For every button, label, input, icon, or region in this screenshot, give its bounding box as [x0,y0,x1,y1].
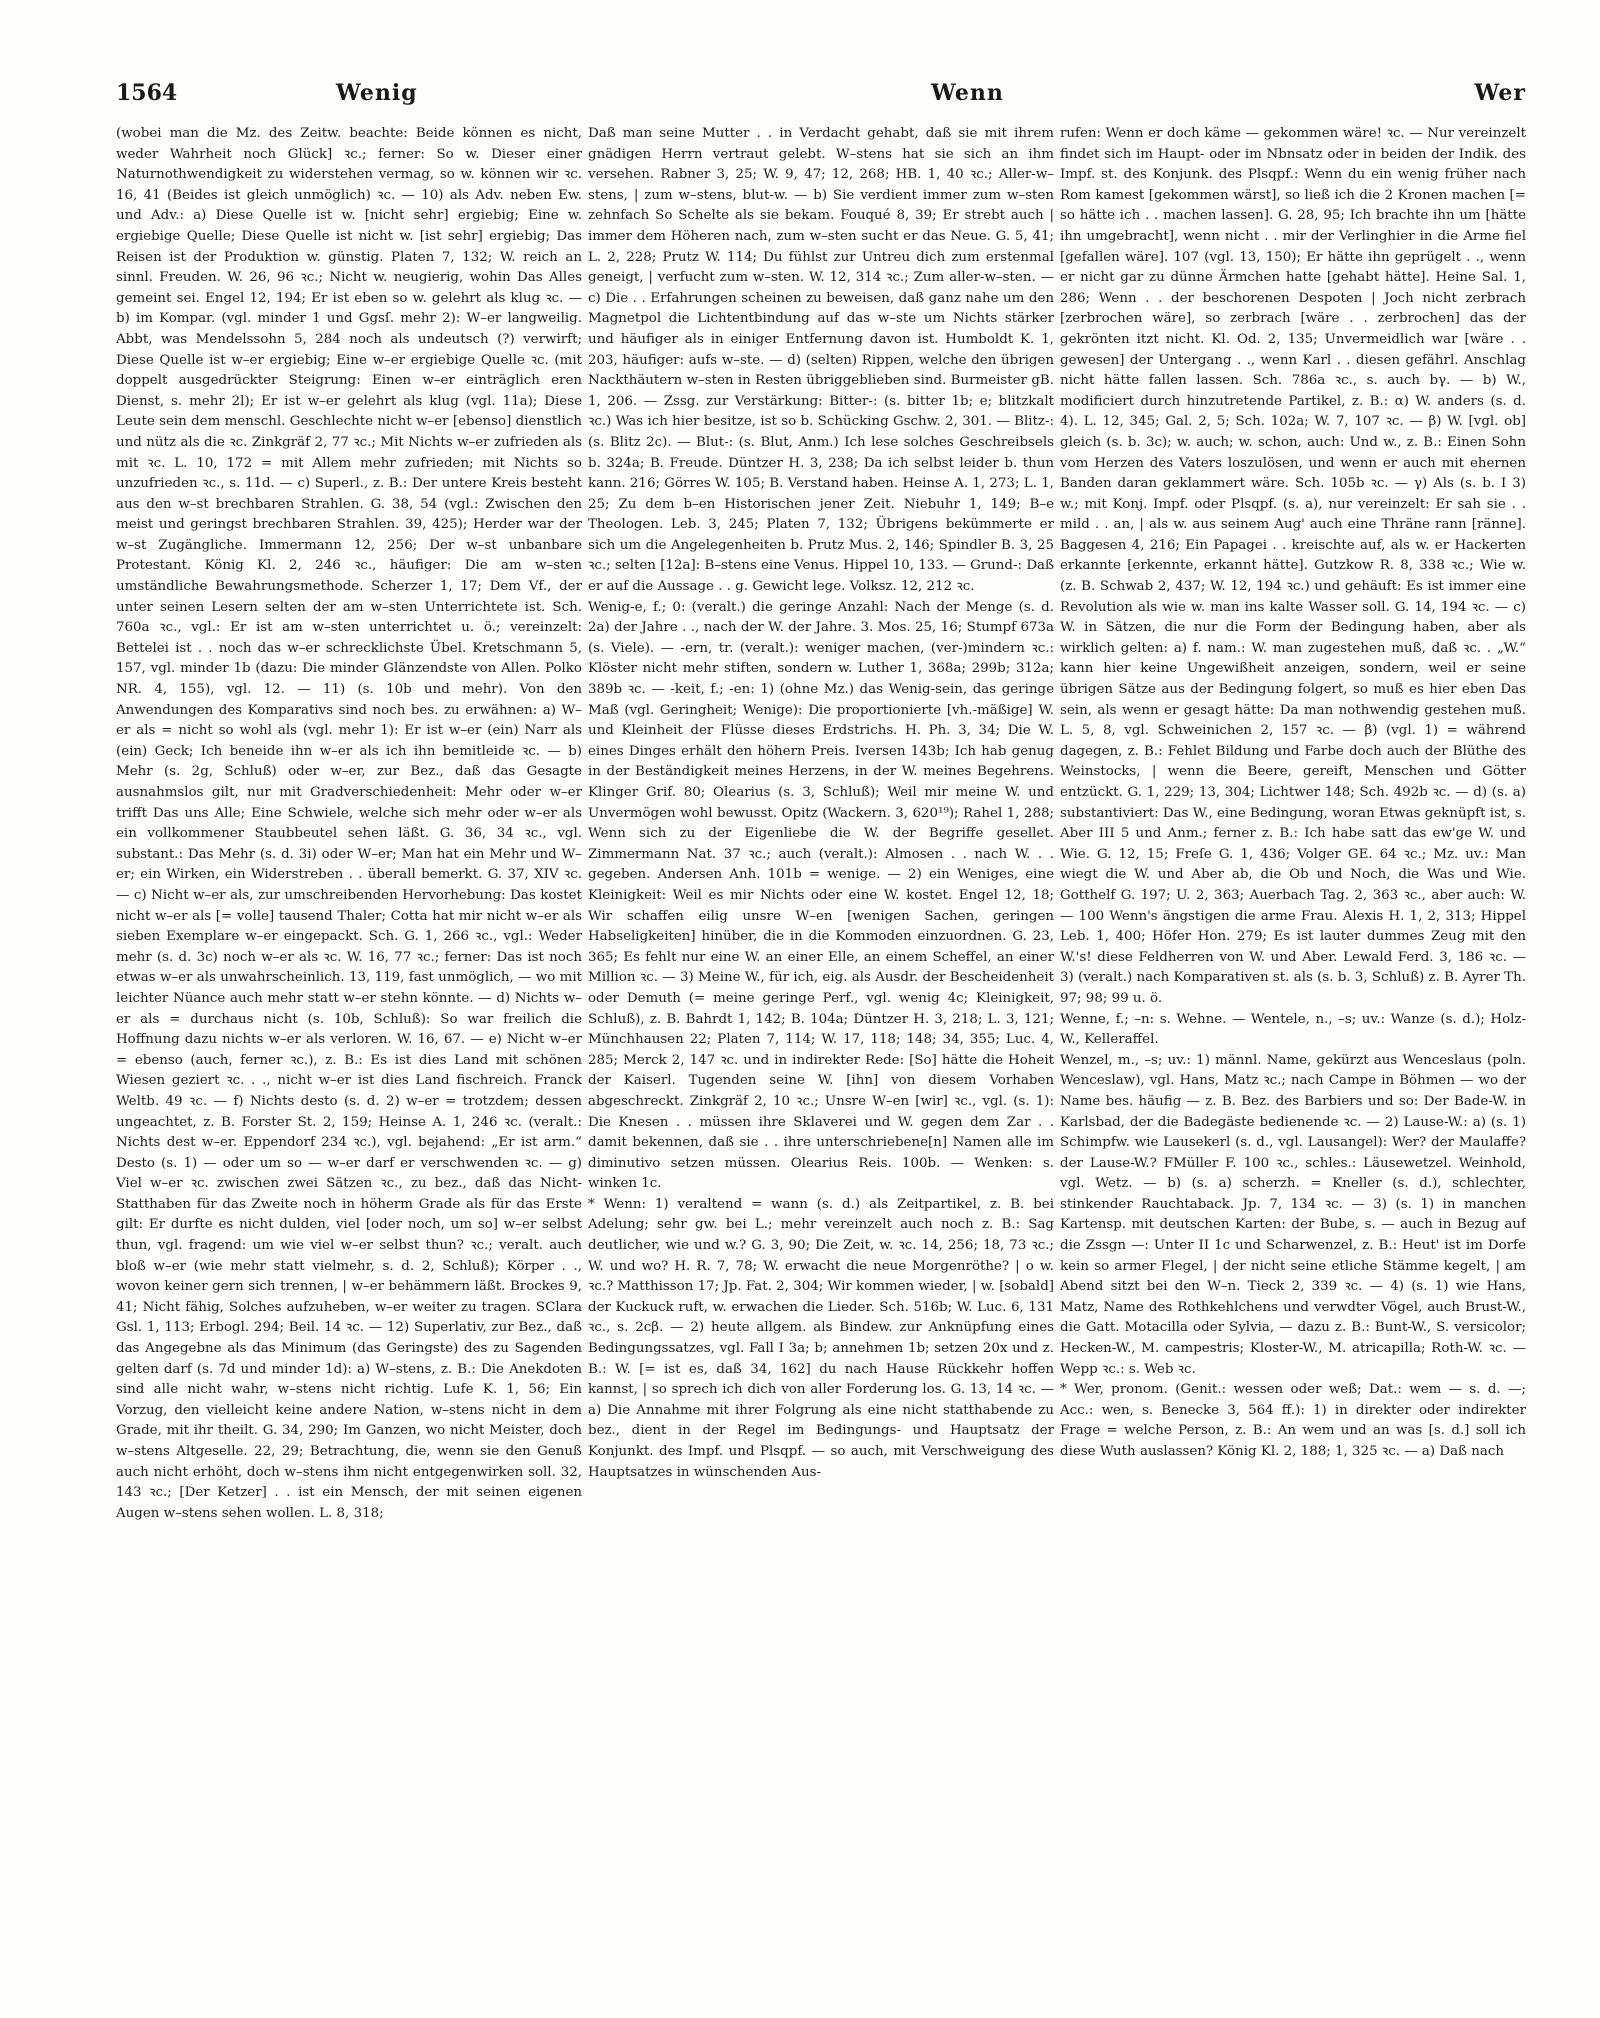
column-3-paragraph: Wenzel, m., –s; uv.: 1) männl. Name, gekürzt aus Wenceslaus (poln. Wenceslaw), vgl. Hans, Matz ꝛc.; nach Campe in Böhmen — wo der Name bes. häufig — z. B. Bez. des Barbiers und so: Der Bade-W. in Karlsbad, der die Badegäste bedienende ꝛc. — 2) Lause-W.: a) (s. 1) Schimpfw. wie Lausekerl (s. d., vgl. Lausangel): Wer? der Maulaffe? der Lause-W.? FMüller F. 100 ꝛc., schles.: Läusewetzel. Weinhold, vgl. Wetz. — b) (s. a) scherzh. = Kneller (s. d.), schlechter, stinkender Rauchtaback. Jp. 7, 134 ꝛc. — 3) (s. 1) in manchen Kartensp. mit deutschen Karten: der Bube, s. — auch in Bezug auf die Zssgn —: Unter II 1c und Scharwenzel, z. B.: Heut' ist im Dorfe kein so armer Flegel, | der nicht seine etliche Stämme kegelt, | am Abend sitzt bei den W–n. Tieck 2, 339 ꝛc. — 4) (s. 1) wie Hans, Matz, Name des Rothkehlchens und verwdter Vögel, auch Brust-W., die Gatt. Motacilla oder Sylvia, — dazu z. B.: Bunt-W., S. versicolor; Hecken-W., M. campestris; Kloster-W., M. atricapilla; Roth-W. ꝛc. — Wepp ꝛc.: s. Web ꝛc. [1060,1052,1526,1377]
right-guide-word: Wer [1474,80,1526,106]
page-number: 1564 [116,80,178,106]
column-2-paragraph: Daß man seine Mutter . . in Verdacht gehabt, daß sie mit ihrem gnädigen Herrn vertraut gelebt. W–stens hat sie sich an ihm versehen. Rabner 3, 25; W. 9, 47; 12, 268; HB. 1, 40 ꝛc.; Aller-w–stens, | zum w–stens, blut-w. — b) Sie verdient immer zum w–sten zehnfach So Schelte als sie bekam. Fouqué 8, 39; Er strebt auch | immer dem Höheren nach, zum w–sten sucht er das Neue. G. 5, 41; L. 2, 228; Prutz W. 114; Du fühlst zur Untreu dich zum erstenmal geneigt, | verfucht zum w–sten. W. 12, 314 ꝛc.; Zum aller-w–sten. — c) Die . . Erfahrungen scheinen zu beweisen, daß ganz nahe um den Magnetpol die Lichtentbindung auf das w–ste um Nichts stärker und häufiger als in einiger Entfernung davon ist. Humboldt K. 1, 203, häufiger: aufs w–ste. — d) (selten) Rippen, welche den übrigen Nackthäutern w–sten in Resten übriggeblieben sind. Burmeister gB. 1, 206. — Zssg. zur Verstärkung: Bitter-: (s. bitter 1b; e; blitzkalt ꝛc.) Was ich hier besitze, ist so b. Schücking Gschw. 2, 301. — Blitz-: (s. Blitz 2c). — Blut-: (s. Blut, Anm.) Ich lese solches Geschreibsels b. 324a; B. Freude. Düntzer H. 3, 238; Da ich selbst leider b. thun kann. 216; Görres W. 105; B. Verstand haben. Heinse A. 1, 273; L. 1, 25; Zu dem b–en Historischen jener Zeit. Niebuhr 1, 149; B–e Theologen. Leb. 3, 245; Platen 7, 132; Übrigens bekümmerte er sich um die Angelegenheiten b. Prutz Mus. 2, 146; Spindler B. 3, 25 ꝛc.; selten [12a]: B–stens eine Venus. Hippel 10, 133. — Grund-: Daß er auf die Aussage . . g. Gewicht lege. Volksz. 12, 212 ꝛc. [588,126,1054,595]
column-3 [1060,124,1526,2004]
column-1-paragraph: (wobei man die Mz. des Zeitw. beachte: Beide können es nicht, weder Wahrheit noch Glück] ꝛc.; ferner: So w. Dieser einer Naturnothwendigkeit zu widerstehen vermag, so w. können wir ꝛc. 16, 41 (Beides ist gleich unmöglich) ꝛc. — 10) als Adv. neben Ew. und Adv.: a) Diese Quelle ist w. [nicht sehr] ergiebig; Eine w. ergiebige Quelle; Diese Quelle ist nicht w. [ist sehr] ergiebig; Das Reisen ist der Produktion w. günstig. Platen 7, 132; W. reich an sinnl. Freuden. W. 26, 96 ꝛc.; Nicht w. neugierig, wohin Das Alles gemeint sei. Engel 12, 194; Er ist eben so w. gelehrt als klug ꝛc. — b) im Kompar. (vgl. minder 1 und Ggsſ. mehr 2): W–er langweilig. Abbt, was Mendelssohn 5, 284 noch als undeutsch (?) verwirft; Diese Quelle ist w–er ergiebig; Eine w–er ergiebige Quelle ꝛc. (mit doppelt ausgedrückter Steigrung: Einen w–er einträglich eren Dienst, s. mehr 2l); Er ist w–er gelehrt als klug (vgl. 11a); Diese Leute sein dem menschl. Geschlechte nicht w–er [ebenso] dienstlich und nütz als die ꝛc. Zinkgräf 2, 77 ꝛc.; Mit Nichts w–er zufrieden als mit ꝛc. L. 10, 172 = mit Allem mehr zufrieden; mit Nichts so unzufrieden ꝛc., s. 11d. — c) Superl., z. B.: Der untere Kreis besteht aus den w–st brechbaren Strahlen. G. 38, 54 (vgl.: Zwischen den meist und geringst brechbaren Strahlen. 39, 425); Herder war der w–st Zugängliche. Immermann 12, 256; Der w–st unbanbare Protestant. König Kl. 2, 246 ꝛc., häufiger: Die am w–sten umständliche Bewahrungsmethode. Scherzer 1, 17; Dem Vf., der unter seinen Lesern selten der am w–sten Unterrichtete ist. Sch. 760a ꝛc., vgl.: Er ist am w–sten unterrichtet u. ö.; vereinzelt: Bettelei ist . . noch das w–er schrecklichste Übel. Kretschmann 5, 157, vgl. minder 1b (dazu: Die minder Glänzendste von Allen. Polko NR. 4, 155), vgl. 12. — 11) (s. 10b und mehr). Von den Anwendungen des Komparativs sind noch bes. zu erwähnen: a) W–er als = nicht so wohl als (vgl. mehr 1): Er ist w–er (ein) Narr als (ein) Geck; Ich beneide ihn w–er als ich ihn bemitleide ꝛc. — b) Mehr (s. 2g, Schluß) oder w–er, zur Bez., daß das Gesagte ausnahmslos gilt, nur mit Gradverschiedenheit: Mehr oder w–er trifft Das uns Alle; Eine Schwiele, welche sich mehr oder w–er als ein vollkommener Staubbeutel sehen läßt. G. 36, 34 ꝛc., vgl. substant.: Das Mehr (s. d. 3i) oder W–er; Man hat ein Mehr und W–er; ein Wirken, ein Widerstreben . . überall bemerkt. G. 37, XIV ꝛc. — c) Nicht w–er als, zur umschreibenden Hervorhebung: Das kostet nicht w–er als [= volle] tausend Thaler; Cotta hat mir nicht w–er als sieben Exemplare w–er eingepackt. Sch. G. 1, 266 ꝛc., vgl.: Weder mehr (s. d. 3c) noch w–er als ꝛc. W. 16, 77 ꝛc.; ferner: Das ist noch etwas w–er als unwahrscheinlich. 13, 119, fast unmöglich, — wo mit leichter Nüance auch mehr statt w–er stehn könnte. — d) Nichts w–er als = durchaus nicht (s. 10b, Schluß): So war freilich die Hoffnung dazu nichts w–er als verloren. W. 16, 67. — e) Nicht w–er = ebenso (auch, ferner ꝛc.), z. B.: Es ist dies Land mit schönen Wiesen geziert ꝛc. . ., nicht w–er ist dies Land fischreich. Franck Weltb. 49 ꝛc. — f) Nichts desto (s. d. 2) w–er = trotzdem; dessen ungeachtet, z. B. Forster St. 2, 159; Heinse A. 1, 246 ꝛc. (veralt.: Nichts dest w–er. Eppendorf 234 ꝛc.), vgl. bejahend: „Er ist arm.“ Desto (s. 1) — oder um so — w–er darf er verschwenden ꝛc. — g) Viel w–er ꝛc. zwischen zwei Sätzen ꝛc., zu bez., daß das Nicht-Statthaben für das Zweite noch in höherm Grade als für das Erste gilt: Er durfte es nicht dulden, viel [oder noch, um so] w–er selbst thun, vgl. fragend: um wie viel w–er selbst thun? ꝛc.; veralt. auch bloß w–er (wie mehr statt vielmehr, s. d. 2, Schluß); Körper . ., wovon keiner gern sich trennen, | w–er behämmern läßt. Brockes 9, 41; Nicht fähig, Solches aufzuheben, w–er weiter zu tragen. SClara Gsl. 1, 113; Erbogl. 294; Beil. 14 ꝛc. — 12) Superlativ, zur Bez., daß das Angegebne als das Minimum (das Geringste) des zu Sagenden gelten darf (s. 7d und minder 1d): a) W–stens, z. B.: Die Anekdoten sind alle nicht wahr, w–stens nicht richtig. Lufe K. 1, 56; Ein Vorzug, den vielleicht keine andere Nation, w–stens nicht in dem Grade, mit ihr theilt. G. 34, 290; Im Ganzen, wo nicht Meister, doch w–stens Altgeselle. 22, 29; Betrachtung, die, wenn sie den Genuß auch nicht erhöht, doch w–stens ihm nicht entgegenwirken soll. 32, 143 ꝛc.; [Der Ketzer] . . ist ein Mensch, der mit seinen eigenen Augen w–stens sehen wollen. L. 8, 318; [116,126,582,1521]
column-3-paragraph: rufen: Wenn er doch käme — gekommen wäre! ꝛc. — Nur vereinzelt findet sich im Haupt- oder im Nbnsatz oder in beiden der Indik. des Impf. st. des Konjunk. des Plsqpf.: Wenn du ein wenig früher nach Rom kamest [gekommen wärst], so ließ ich die 2 Kronen machen [= so hätte ich . . machen lassen]. G. 28, 95; Ich brachte ihn um [hätte ihn umgebracht], wenn nicht . . mir der Verlinghier in die Arme fiel [gefallen wäre]. 107 (vgl. 13, 150); Er hätte ihn geprügelt . ., wenn er nicht gar zu dünne Ärmchen hatte [gehabt hätte]. Heine Sal. 1, 286; Wenn . . der beschorenen Despoten | Joch nicht zerbrach [zerbrochen wäre], so zerbrach [wäre . . zerbrochen] das der gekrönten itzt nicht. Kl. Od. 2, 135; Unvermeidlich war [wäre . . gewesen] der Untergang . ., wenn Karl . . diesen gefährl. Anschlag nicht hätte fallen lassen. Sch. 786a ꝛc., s. auch bγ. — b) W., modificiert durch hinzutretende Partikel, z. B.: α) W. anders (s. d. 4). L. 12, 345; Gal. 2, 5; Sch. 102a; W. 7, 107 ꝛc. — β) W. [vgl. ob] gleich (s. b. 3c); w. auch; w. schon, auch: Und w., z. B.: Einen Sohn vom Herzen des Vaters loszulösen, und wenn er auch mit ehernen Banden daran geklammert wäre. Sch. 105b ꝛc. — γ) Als (s. b. I 3) w.; mit Konj. Impf. oder Plsqpf. (s. a), nur vereinzelt: Er sah sie . . mild . . an, | als w. aus seinem Aug' auch eine Thräne rann [ränne]. Baggesen 4, 216; Ein Papagei . . kreischte auf, als w. er Hackerten erkannte [erkennte, erkannt hätte]. Gutzkow R. 8, 338 ꝛc.; Wie w. (z. B. Schwab 2, 437; W. 12, 194 ꝛc.) und gehäuft: Es ist immer eine Revolution als wie w. man ins kalte Wasser soll. G. 14, 194 ꝛc. — c) W. in Sätzen, die nur die Form der Bedingung haben, aber als wirklich gelten: a) f. nam.: W. man zugestehen muß, daß ꝛc. . „W.“ kann hier keine Ungewißheit anzeigen, sondern, weil er seine übrigen Sätze aus der Bedingung folgert, so muß es hier eben Das sein, als wenn er gesagt hätte: Da man nothwendig gestehen muß. L. 5, 8, vgl. Schweinichen 2, 157 ꝛc. — β) (vgl. 1) = während dagegen, z. B.: Fehlet Bildung und Farbe doch auch der Blüthe des Weinstocks, | wenn die Beere, gereift, Menschen und Götter entzückt. G. 1, 229; 13, 304; Lichtwer 148; Sch. 492b ꝛc. — d) (s. a) substantiviert: Das W., eine Bedingung, woran Etwas geknüpft ist, s. Aber III 5 und Anm.; ferner z. B.: Ich habe satt das ew'ge W. und Wie. G. 12, 15; Freſe G. 1, 436; Volger GE. 64 ꝛc.; Mz. uv.: Man wiegt die W. und Aber ab, die Ob und Noch, die Was und Wie. Gotthelf G. 197; U. 2, 363; Auerbach Tag. 2, 363 ꝛc., aber auch: W. — 100 Wenn's ängstigen die arme Frau. Alexis H. 1, 2, 313; Hippel Leb. 1, 400; Höfer Hon. 279; Es ist lauter dummes Zeug mit den W.'s! diese Feldherren von W. und Aber. Lewald Ferd. 3, 186 ꝛc. — 3) (veralt.) nach Komparativen st. als (s. b. 3, Schluß) z. B. Ayrer Th. 97; 98; 99 u. ö. [1060,126,1526,1006]
column-3-paragraph: Wenne, f.; –n: s. Wehne. — Wentele, n., –s; uv.: Wanze (s. d.); Holz-W., Kelleraffel. [1060,1011,1526,1048]
left-guide-word: Wenig [336,80,418,106]
column-2-paragraph: Wenig-e, f.; 0: (veralt.) die geringe Anzahl: Nach der Menge (s. d. 2a) der Jahre . ., nach der W. der Jahre. 3. Mos. 25, 16; Stumpf 673a (s. Viele). — -ern, tr. (veralt.): weniger machen, (ver-)mindern ꝛc.: Klöster nicht mehr stiften, sondern w. Luther 1, 368a; 299b; 312a; 389b ꝛc. — -keit, f.; -en: 1) (ohne Mz.) das Wenig-sein, das geringe Maß (vgl. Geringheit; Wenige): Die proportionierte [vh.-mäßige] W. und Kleinheit der Flüsse dieses Erdstrichs. H. Ph. 3, 34; Die W. eines Dinges erhält den höhern Preis. Iversen 143b; Ich hab genug in der Beständigkeit meines Herzens, in der W. meines Begehrens. Klinger Grif. 80; Olearius (s. 3, Schluß); Weil mir meine W. und Unvermögen wohl bewusst. Opitz (Wackern. 3, 620¹⁹); Rahel 1, 288; Wenn sich zu der Eigenliebe die W. der Begriffe gesellet. Zimmermann Nat. 37 ꝛc.; auch (veralt.): Almosen . . nach W. . . gegeben. Andersen Anh. 101b = wenige. — 2) ein Weniges, eine Kleinigkeit: Weil es mir Nichts oder eine W. kostet. Engel 12, 18; Wir schaffen eilig unsre W–en [wenigen Sachen, geringen Habseligkeiten] hinüber, die in die Kommoden einzuordnen. G. 23, 365; Es fehlt nur eine W. an einer Elle, an einem Scheffel, an einer Million ꝛc. — 3) Meine W., für ich, eig. als Ausdr. der Bescheidenheit oder Demuth (= meine geringe Perf., vgl. wenig 4c; Kleinigkeit, Schluß), z. B. Bahrdt 1, 142; B. 104a; Düntzer H. 3, 218; L. 3, 121; Münchhausen 22; Platen 7, 114; W. 17, 118; 148; 34, 355; Luc. 4, 285; Merck 2, 147 ꝛc. und in indirekter Rede: [So] hätte die Hoheit der Kaiserl. Tugenden seine W. [ihn] von diesem Vorhaben abgeschreckt. Zinkgräf 2, 10 ꝛc.; Unsre W–en [wir] ꝛc., vgl. (s. 1): Die Knesen . . müssen ihre Sklaverei und W. gegen dem Zar . . damit bekennen, daß sie . . ihre unterschriebene[n] Namen alle im diminutivo setzen müssen. Olearius Reis. 100b. — Wenken: s. winken 1c. [588,599,1054,1192]
column-1 [116,124,582,2004]
text-columns [116,124,1526,2004]
page-header [116,80,1526,114]
center-guide-word: Wenn [931,80,1004,106]
column-2-paragraph: * Wenn: 1) veraltend = wann (s. d.) als Zeitpartikel, z. B. bei Adelung; sehr gw. bei L.; mehr vereinzelt auch noch z. B.: Sag deutlicher, wie und w.? G. 3, 90; Die Zeit, w. ꝛc. 14, 256; 18, 73 ꝛc.; W. und wo? H. R. 7, 78; W. erwacht die neue Morgenröthe? | o w. ꝛc.? Matthisson 17; Jp. Fat. 2, 304; Wir kommen wieder, | w. [sobald] der Kuckuck ruft, w. erwachen die Lieder. Sch. 516b; W. Luc. 6, 131 ꝛc., s. 2cβ. — 2) heute allgem. als Bindew. zur Anknüpfung eines Bedingungssatzes, vgl. Fall I 3a; b; annehmen 1b; setzen 20x und z. B.: W. [= ist es, daß 34, 162] du nach Hause Rückkehr hoffen kannst, | so sprech ich dich von aller Forderung los. G. 13, 14 ꝛc. — a) Die Annahme mit ihrer Folgrung als eine nicht statthabende zu bez., dient in der Regel im Bedingungs- und Hauptsatz der Konjunkt. des Impf. und Plsqpf. — so auch, mit Verschweigung des Hauptsatzes in wünschenden Aus- [588,1196,1054,1480]
column-2 [588,124,1054,2004]
column-3-paragraph: * Wer, pronom. (Genit.: wessen oder weß; Dat.: wem — s. d. —; Acc.: wen, s. Benecke 3, 564 ff.): 1) in direkter oder indirekter Frage = welche Person, z. B.: An wem und an was [s. d.] soll ich diese Wuth auslassen? König Kl. 2, 188; 1, 325 ꝛc. — a) Daß nach [1060,1382,1526,1459]
